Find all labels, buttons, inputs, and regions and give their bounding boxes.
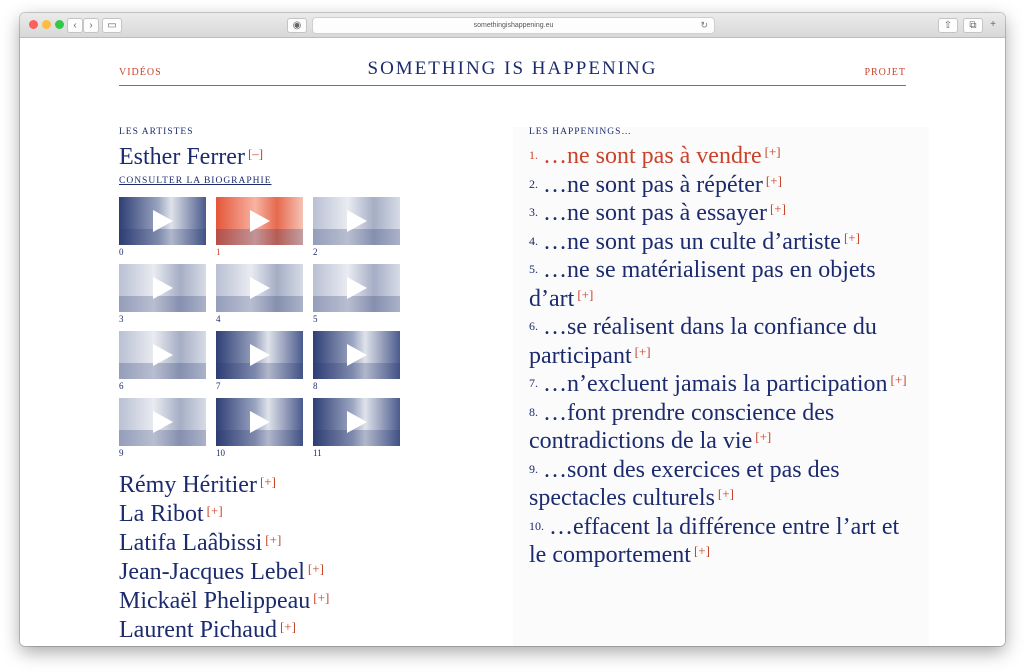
- happening-item[interactable]: [529, 399, 909, 456]
- video-thumb[interactable]: [313, 197, 400, 264]
- privacy-icon[interactable]: ◉: [287, 18, 307, 33]
- happening-number: 1.: [529, 148, 538, 162]
- play-icon[interactable]: [347, 210, 367, 232]
- nav-videos-link[interactable]: VIDÉOS: [119, 67, 162, 78]
- video-thumb[interactable]: [216, 197, 303, 264]
- browser-toolbar: [20, 13, 1005, 38]
- video-still[interactable]: [119, 264, 206, 312]
- video-number: 11: [313, 448, 322, 458]
- video-still[interactable]: [119, 331, 206, 379]
- video-still[interactable]: [313, 264, 400, 312]
- video-grid: [119, 197, 419, 465]
- happening-number: 10.: [529, 518, 544, 533]
- expand-toggle[interactable]: [+]: [307, 561, 324, 576]
- artist-name[interactable]: Laurent Pichaud: [119, 617, 277, 643]
- play-icon[interactable]: [153, 344, 173, 366]
- happening-number: 8.: [529, 404, 538, 419]
- zoom-window-button[interactable]: [55, 20, 64, 29]
- happening-text[interactable]: …font prendre conscience des contradictions de la vie: [529, 399, 835, 454]
- video-number: 3: [119, 314, 124, 324]
- site-header: [119, 48, 906, 86]
- video-number: 6: [119, 381, 124, 391]
- happening-item[interactable]: [529, 171, 909, 200]
- video-thumb[interactable]: [313, 398, 400, 465]
- artist-item[interactable]: [119, 616, 419, 645]
- play-icon[interactable]: [347, 411, 367, 433]
- happening-text[interactable]: …ne sont pas à essayer: [543, 200, 767, 226]
- happening-number: 4.: [529, 233, 538, 248]
- video-thumb[interactable]: [216, 331, 303, 398]
- url-text: somethingishappening.eu: [473, 22, 554, 29]
- play-icon[interactable]: [250, 411, 270, 433]
- expand-toggle[interactable]: [+]: [717, 486, 734, 501]
- video-still[interactable]: [216, 197, 303, 245]
- page-content: [20, 38, 1005, 646]
- expand-toggle[interactable]: [+]: [693, 543, 710, 558]
- happening-item[interactable]: [529, 456, 909, 513]
- new-tab-icon[interactable]: +: [990, 19, 996, 30]
- happening-number: 3.: [529, 205, 538, 219]
- happening-text[interactable]: …ne se matérialisent pas en objets d’art: [529, 257, 876, 312]
- tabs-icon[interactable]: ⧉: [963, 18, 983, 33]
- address-bar[interactable]: [312, 17, 715, 34]
- artist-item[interactable]: [119, 471, 419, 500]
- video-thumb[interactable]: [119, 331, 206, 398]
- expand-toggle[interactable]: [+]: [206, 503, 223, 518]
- collapse-toggle[interactable]: [–]: [247, 146, 264, 161]
- video-still[interactable]: [313, 331, 400, 379]
- video-still[interactable]: [119, 197, 206, 245]
- expand-toggle[interactable]: [+]: [259, 474, 276, 489]
- artist-item[interactable]: [119, 500, 419, 529]
- expand-toggle[interactable]: [+]: [313, 590, 330, 605]
- video-number: 8: [313, 381, 318, 391]
- expand-toggle[interactable]: [+]: [764, 144, 781, 159]
- expand-toggle[interactable]: [+]: [843, 229, 860, 245]
- expand-toggle[interactable]: [+]: [634, 343, 651, 359]
- video-still[interactable]: [313, 197, 400, 245]
- artist-current[interactable]: [119, 143, 419, 172]
- expand-toggle[interactable]: [+]: [890, 372, 907, 387]
- happening-item[interactable]: [529, 228, 909, 257]
- play-icon[interactable]: [250, 344, 270, 366]
- happening-text[interactable]: …ne sont pas à répéter: [543, 171, 763, 198]
- back-button[interactable]: ‹: [67, 18, 83, 33]
- play-icon[interactable]: [153, 210, 173, 232]
- expand-toggle[interactable]: [+]: [577, 286, 594, 302]
- expand-toggle[interactable]: [+]: [769, 201, 786, 216]
- video-thumb[interactable]: [119, 264, 206, 331]
- artist-name[interactable]: Jean-Jacques Lebel: [119, 559, 305, 585]
- play-icon[interactable]: [153, 277, 173, 299]
- play-icon[interactable]: [250, 277, 270, 299]
- video-still[interactable]: [216, 331, 303, 379]
- happening-number: 9.: [529, 461, 538, 476]
- close-window-button[interactable]: [29, 20, 38, 29]
- happening-text[interactable]: …n’excluent jamais la participation: [543, 371, 888, 397]
- happening-item[interactable]: [529, 256, 909, 313]
- video-thumb[interactable]: [313, 264, 400, 331]
- artists-section-label: LES ARTISTES: [119, 127, 194, 137]
- expand-toggle[interactable]: [+]: [755, 429, 772, 444]
- happening-number: 7.: [529, 376, 538, 390]
- video-thumb[interactable]: [119, 398, 206, 465]
- happening-item[interactable]: [529, 313, 909, 370]
- video-still[interactable]: [313, 398, 400, 446]
- happening-number: 6.: [529, 319, 538, 333]
- happening-text[interactable]: …ne sont pas un culte d’artiste: [543, 228, 841, 255]
- video-number: 7: [216, 381, 221, 391]
- browser-window: [20, 13, 1005, 646]
- video-number: 4: [216, 314, 221, 324]
- artist-name[interactable]: Latifa Laâbissi: [119, 530, 263, 556]
- sidebar-toggle-icon[interactable]: ▭: [102, 18, 122, 33]
- video-thumb[interactable]: [216, 264, 303, 331]
- happening-number: 5.: [529, 262, 538, 276]
- happening-item[interactable]: [529, 199, 909, 228]
- artist-name[interactable]: Esther Ferrer: [119, 144, 245, 170]
- video-still[interactable]: [119, 398, 206, 446]
- artist-name[interactable]: Mickaël Phelippeau: [119, 588, 311, 614]
- reload-icon[interactable]: ↻: [700, 20, 708, 30]
- artist-name[interactable]: Rémy Héritier: [119, 472, 257, 498]
- happenings-panel: [513, 127, 929, 646]
- happenings-section-label: LES HAPPENINGS…: [529, 127, 632, 137]
- expand-toggle[interactable]: [+]: [265, 532, 282, 547]
- site-title[interactable]: SOMETHING IS HAPPENING: [367, 58, 658, 79]
- video-number: 1: [216, 247, 221, 257]
- biography-link[interactable]: CONSULTER LA BIOGRAPHIE: [119, 176, 272, 186]
- artist-item[interactable]: [119, 587, 419, 616]
- play-icon[interactable]: [347, 277, 367, 299]
- minimize-window-button[interactable]: [42, 20, 51, 29]
- artist-list: [119, 471, 419, 645]
- artists-panel: [119, 127, 419, 645]
- play-icon[interactable]: [250, 210, 270, 232]
- happening-text[interactable]: …sont des exercices et pas des spectacles culturels: [529, 456, 840, 511]
- video-number: 2: [313, 247, 318, 257]
- artist-item[interactable]: [119, 529, 419, 558]
- expand-toggle[interactable]: [+]: [765, 172, 782, 188]
- happening-item[interactable]: [529, 142, 909, 171]
- nav-projet-link[interactable]: PROJET: [864, 67, 906, 78]
- video-thumb[interactable]: [216, 398, 303, 465]
- video-number: 5: [313, 314, 318, 324]
- happening-text[interactable]: …se réalisent dans la confiance du participant: [529, 314, 877, 369]
- forward-button[interactable]: ›: [83, 18, 99, 33]
- video-still[interactable]: [216, 398, 303, 446]
- play-icon[interactable]: [347, 344, 367, 366]
- video-number: 10: [216, 448, 225, 458]
- video-number: 9: [119, 448, 124, 458]
- share-icon[interactable]: ⇧: [938, 18, 958, 33]
- expand-toggle[interactable]: [+]: [279, 619, 296, 634]
- video-thumb[interactable]: [119, 197, 206, 264]
- happening-text[interactable]: …ne sont pas à vendre: [543, 143, 762, 169]
- happening-item[interactable]: [529, 513, 909, 570]
- happening-item[interactable]: [529, 370, 909, 399]
- video-still[interactable]: [216, 264, 303, 312]
- video-thumb[interactable]: [313, 331, 400, 398]
- video-number: 0: [119, 247, 124, 257]
- happening-text[interactable]: …effacent la différence entre l’art et le comportement: [529, 513, 900, 568]
- play-icon[interactable]: [153, 411, 173, 433]
- artist-item[interactable]: [119, 558, 419, 587]
- artist-name[interactable]: La Ribot: [119, 501, 204, 527]
- happening-number: 2.: [529, 176, 538, 191]
